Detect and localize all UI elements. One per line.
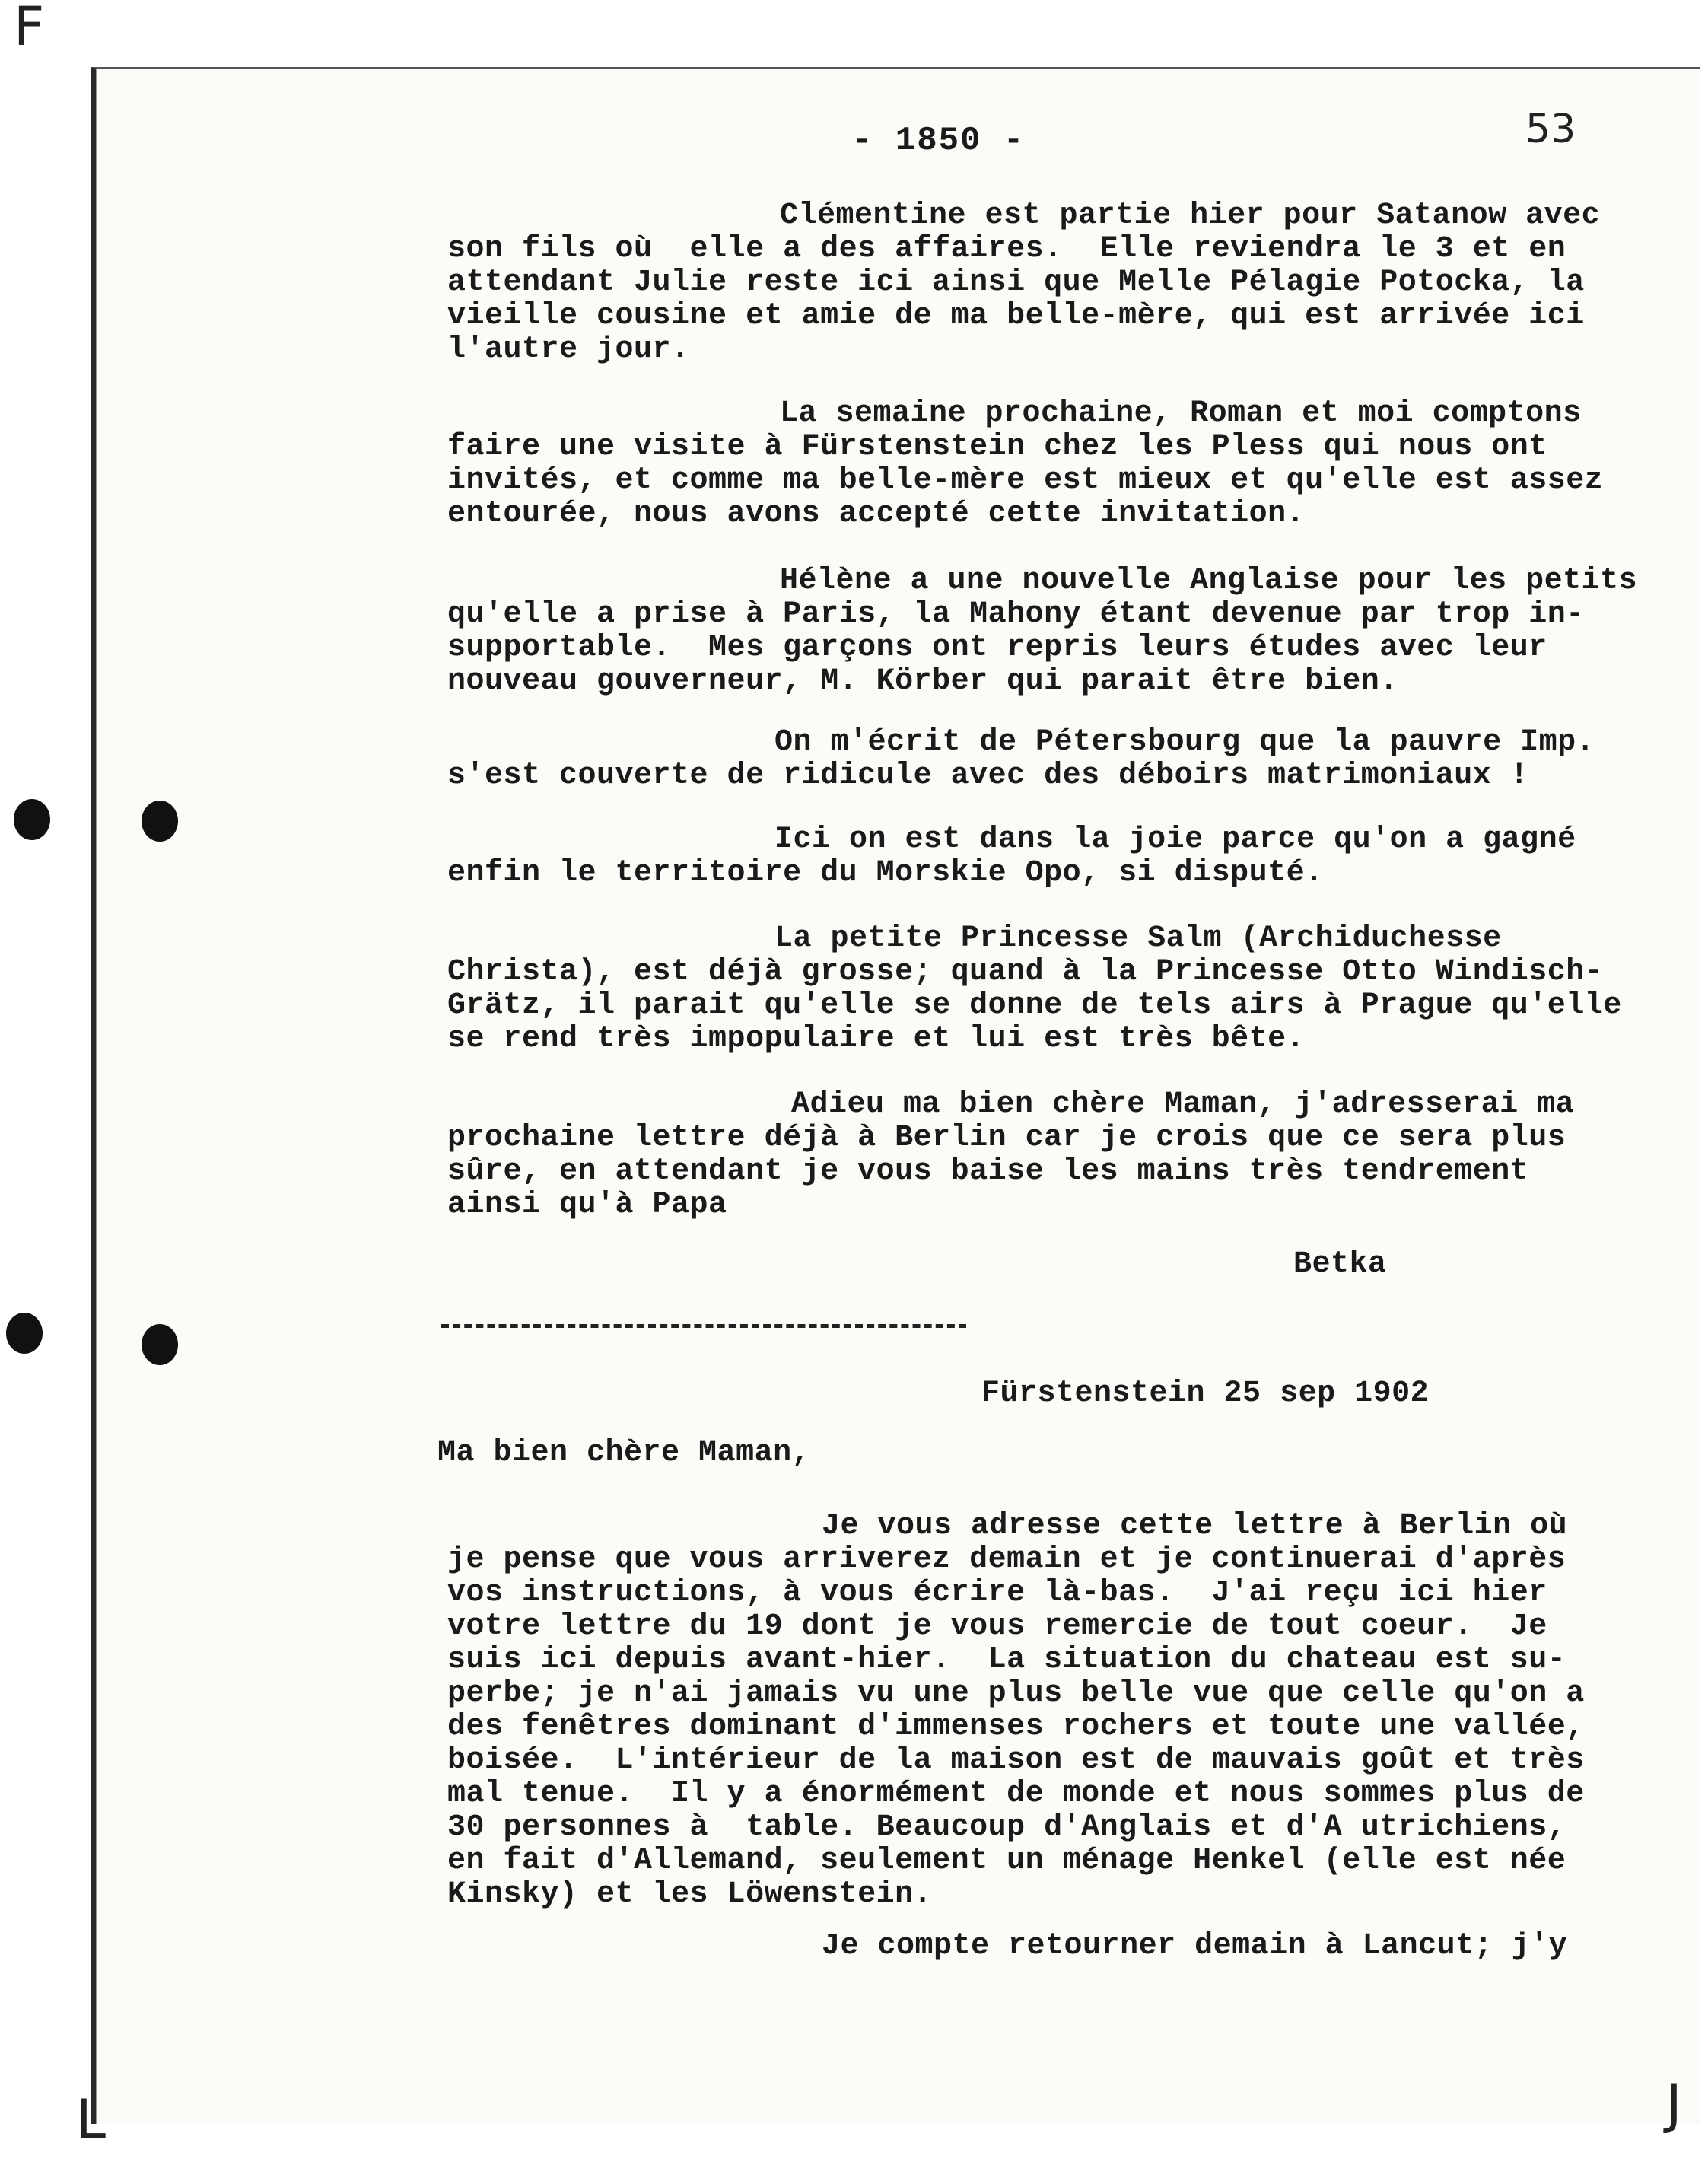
corner-mark-top-left: F [14,0,45,58]
paragraph-line: Je vous adresse cette lettre à Berlin où [822,1509,1568,1543]
paragraph-line: nouveau gouverneur, M. Körber qui parait être bien. [447,664,1398,699]
salutation: Ma bien chère Maman, [437,1436,811,1470]
paragraph-line: La semaine prochaine, Roman et moi comptons [780,396,1582,431]
punch-hole-3 [6,1313,43,1354]
paragraph-line: supportable. Mes garçons ont repris leurs études avec leur [447,631,1547,665]
punch-hole-1 [14,799,50,840]
corner-mark-bottom-left: L [76,2088,106,2150]
punch-hole-2 [142,801,178,842]
page-number: - 1850 - [852,122,1026,160]
signature: Betka [1293,1247,1387,1281]
paragraph-line: en fait d'Allemand, seulement un ménage Henkel (elle est née [447,1844,1566,1878]
scan-background [0,0,91,2168]
paragraph-line: votre lettre du 19 dont je vous remercie de tout coeur. Je [447,1609,1547,1644]
paragraph-line: Adieu ma bien chère Maman, j'adresserai ma [791,1087,1575,1122]
paragraph-line: s'est couverte de ridicule avec des déboirs matrimoniaux ! [447,759,1529,793]
paragraph-line: attendant Julie reste ici ainsi que Melle Pélagie Potocka, la [447,266,1585,300]
paragraph-line: invités, et comme ma belle-mère est mieux et qu'elle est assez [447,463,1604,498]
paragraph-line: sûre, en attendant je vous baise les mains très tendrement [447,1154,1529,1189]
paragraph-line: ainsi qu'à Papa [447,1188,727,1222]
paragraph-line: prochaine lettre déjà à Berlin car je crois que ce sera plus [447,1121,1566,1155]
paragraph-line: La petite Princesse Salm (Archiduchesse [774,922,1502,956]
paragraph-line: l'autre jour. [447,333,690,367]
paragraph-line: vieille cousine et amie de ma belle-mère, qui est arrivée ici [447,299,1585,333]
paragraph-line: suis ici depuis avant-hier. La situation du chateau est su- [447,1643,1566,1677]
paragraph-line: je pense que vous arriverez demain et je continuerai d'après [447,1542,1566,1577]
paragraph-line: Clémentine est partie hier pour Satanow avec [780,199,1601,233]
paragraph-line: qu'elle a prise à Paris, la Mahony étant devenue par trop in- [447,597,1585,632]
paragraph-line: perbe; je n'ai jamais vu une plus belle vue que celle qu'on a [447,1676,1585,1711]
paragraph-line: Hélène a une nouvelle Anglaise pour les petits [780,564,1638,598]
paragraph-line: entourée, nous avons accepté cette invitation. [447,497,1306,531]
paragraph-line: Kinsky) et les Löwenstein. [447,1877,933,1912]
paragraph-line: boisée. L'intérieur de la maison est de mauvais goût et très [447,1743,1585,1778]
paragraph-line: enfin le territoire du Morskie Opo, si disputé. [447,856,1324,890]
folio-number: 53 [1525,107,1576,152]
paragraph-line: son fils où elle a des affaires. Elle reviendra le 3 et en [447,232,1566,266]
paragraph-line: vos instructions, à vous écrire là-bas. J'ai reçu ici hier [447,1576,1547,1610]
paragraph-line: des fenêtres dominant d'immenses rochers et toute une vallée, [447,1710,1585,1744]
paragraph-line: Je compte retourner demain à Lancut; j'y [822,1929,1568,1963]
corner-mark-bottom-right: J [1666,2073,1682,2135]
paragraph-line: se rend très impopulaire et lui est très bête. [447,1022,1306,1056]
paragraph-line: Grätz, il parait qu'elle se donne de tels airs à Prague qu'elle [447,988,1622,1023]
paragraph-line: Ici on est dans la joie parce qu'on a gagné [774,823,1576,857]
separator-rule [441,1324,966,1328]
paragraph-line: 30 personnes à table. Beaucoup d'Anglais et d'A utrichiens, [447,1810,1566,1845]
punch-hole-4 [142,1324,178,1365]
paragraph-line: Christa), est déjà grosse; quand à la Princesse Otto Windisch- [447,955,1604,989]
paragraph-line: faire une visite à Fürstenstein chez les Pless qui nous ont [447,430,1547,464]
dateline: Fürstenstein 25 sep 1902 [981,1377,1430,1411]
paragraph-line: mal tenue. Il y a énormément de monde et nous sommes plus de [447,1777,1585,1811]
paragraph-line: On m'écrit de Pétersbourg que la pauvre Imp. [774,725,1595,759]
